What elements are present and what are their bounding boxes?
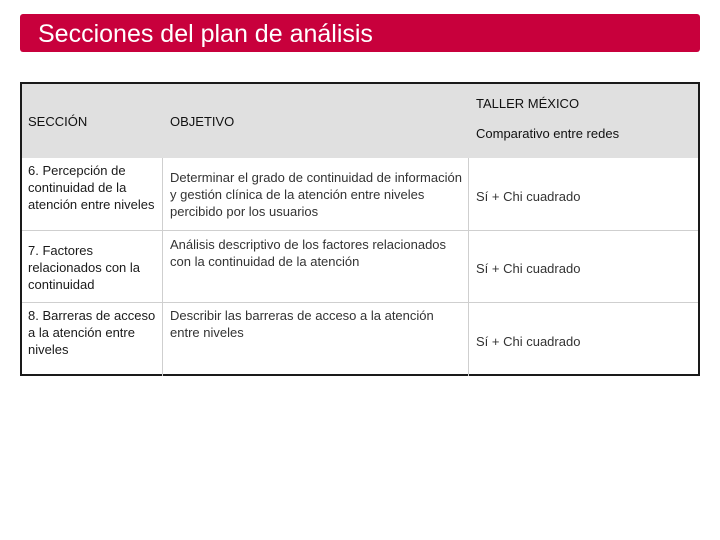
header-objetivo: OBJETIVO <box>170 114 235 129</box>
header-group: TALLER MÉXICO <box>476 96 580 111</box>
row-2-seccion: 7. Factores relacionados con la continuidad <box>28 243 141 292</box>
row-3-comparativo: Sí + Chi cuadrado <box>476 334 581 349</box>
row-divider <box>22 230 698 231</box>
table-header <box>22 84 698 158</box>
row-3-objetivo: Describir las barreras de acceso a la atención entre niveles <box>170 308 434 340</box>
row-3-seccion: 8. Barreras de acceso a la atención entre niveles <box>28 308 156 357</box>
row-2-comparativo: Sí + Chi cuadrado <box>476 261 581 276</box>
column-divider <box>468 158 469 376</box>
column-divider <box>162 158 163 376</box>
header-seccion: SECCIÓN <box>28 114 88 129</box>
row-1-comparativo: Sí + Chi cuadrado <box>476 189 581 204</box>
analysis-table <box>20 82 700 376</box>
header-subgroup: Comparativo entre redes <box>476 126 620 141</box>
title-bar <box>20 14 700 52</box>
row-1-seccion: 6. Percepción de continuidad de la atención entre niveles <box>28 163 155 212</box>
row-2-objetivo: Análisis descriptivo de los factores relacionados con la continuidad de la atención <box>170 237 447 269</box>
page-title: Secciones del plan de análisis <box>38 20 373 48</box>
row-divider <box>22 302 698 303</box>
row-1-objetivo: Determinar el grado de continuidad de información y gestión clínica de la atención entre niveles percibido por los usuarios <box>170 170 462 219</box>
